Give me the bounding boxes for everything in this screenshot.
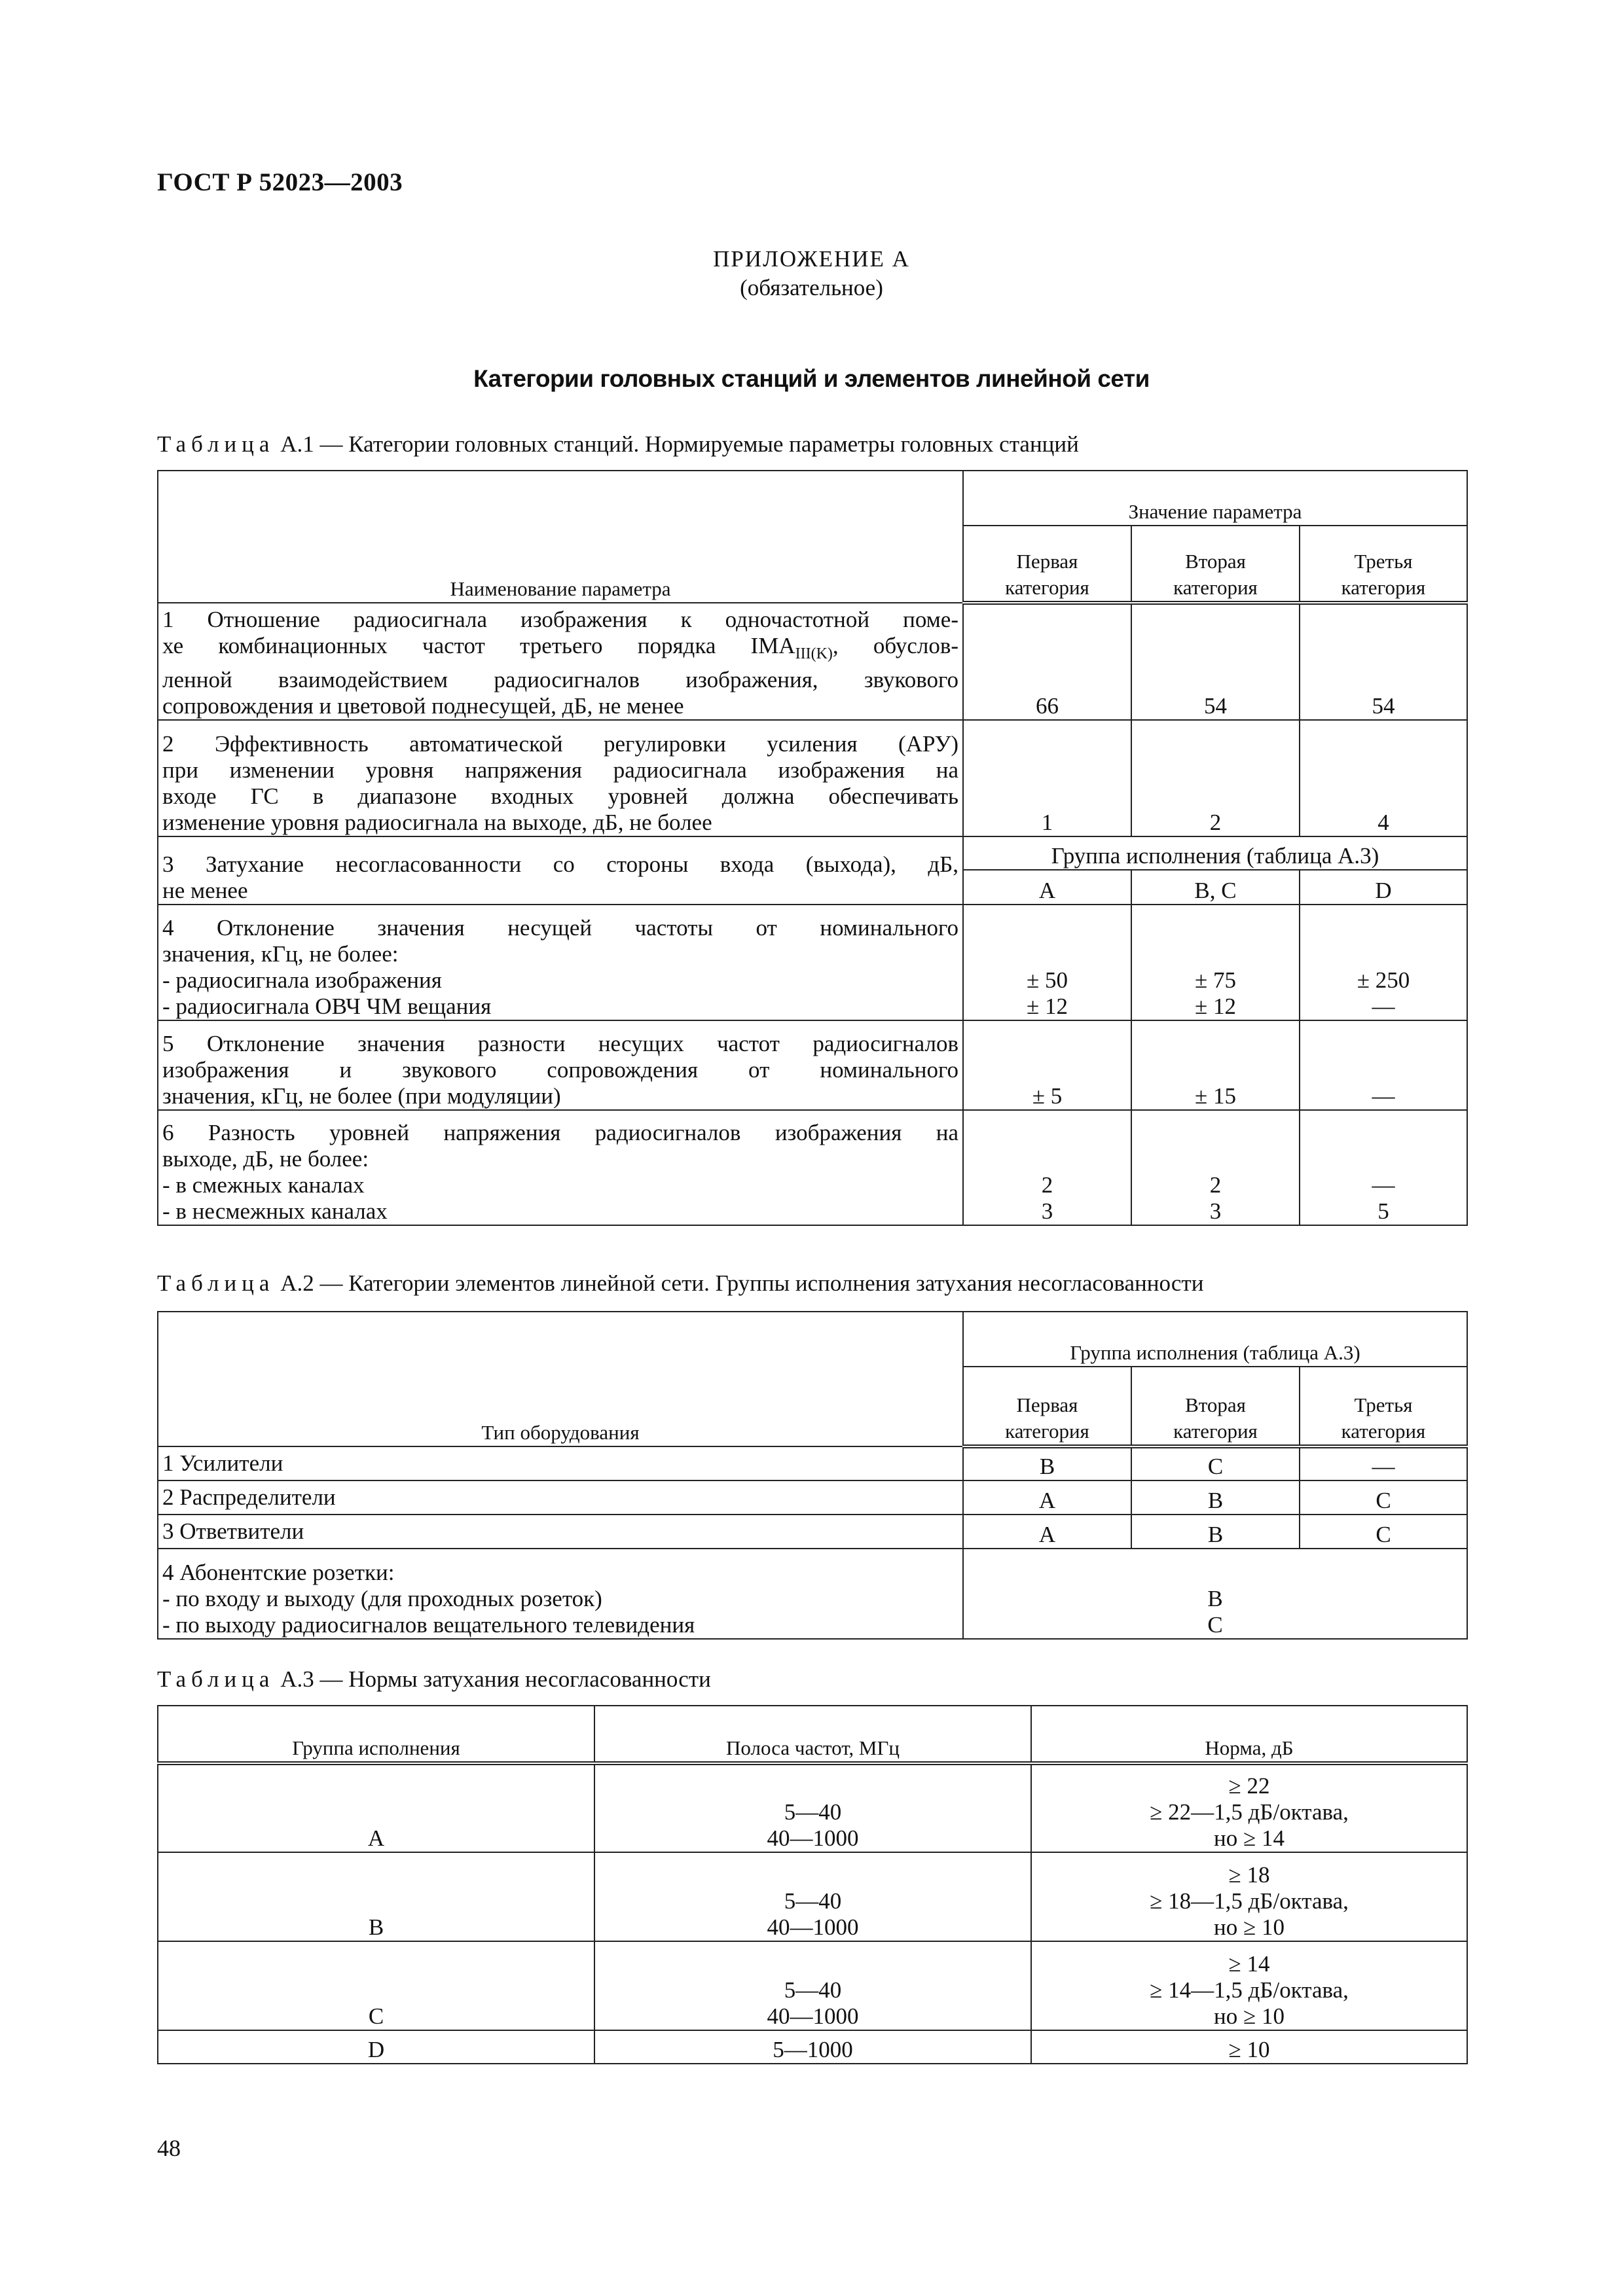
table2-row4-name: 4 Абонентские розетки: - по входу и выходу (для проходных розеток) - по выходу радиосигналов вещательного телевидения — [158, 1549, 963, 1639]
table-row — [158, 720, 1467, 836]
table3-caption-text: А.3 — Нормы затухания несогласованности — [280, 1666, 711, 1692]
table1-row4-cat2: ± 75 ± 12 — [1131, 905, 1300, 1020]
table2-row2-cat3: C — [1300, 1480, 1467, 1515]
table3-row1-band: 5—40 40—1000 — [594, 1763, 1031, 1852]
table1-row5-cat1: ± 5 — [963, 1020, 1131, 1110]
table2-header-cat3: Третья категория — [1300, 1367, 1467, 1446]
table2-row1-cat3: — — [1300, 1446, 1467, 1480]
table1-row1-cat3: 54 — [1300, 603, 1467, 720]
table1-row2-cat1: 1 — [963, 720, 1131, 836]
table1-header-cat2: Вторая категория — [1131, 526, 1300, 603]
table1-row3-cat1: A — [963, 870, 1131, 905]
table-row — [158, 1515, 1467, 1549]
table-row — [158, 836, 1467, 870]
table1-row1-cat2: 54 — [1131, 603, 1300, 720]
table3-row4-group: D — [158, 2030, 594, 2064]
table1-row5-name: 5 Отклонение значения разности несущих частот радиосигналов изображения и звукового сопровождения от номинального значения, кГц, не более (при модуляции) — [158, 1020, 963, 1110]
appendix-status: (обязательное) — [740, 275, 883, 300]
table2-row4-values: B C — [963, 1549, 1467, 1639]
table3-row2-band: 5—40 40—1000 — [594, 1852, 1031, 1941]
table1-caption-word: Таблица — [157, 431, 275, 457]
document-code: ГОСТ Р 52023—2003 — [157, 168, 403, 196]
table-row — [158, 1110, 1467, 1225]
table1-row3-cat2: B, C — [1131, 870, 1300, 905]
table-row — [158, 603, 1467, 720]
appendix-title: ПРИЛОЖЕНИЕ А — [713, 246, 910, 272]
table2-row2-cat2: B — [1131, 1480, 1300, 1515]
table2-row1-cat1: B — [963, 1446, 1131, 1480]
table-a2 — [157, 1311, 1468, 1640]
table3-header-group: Группа исполнения — [158, 1706, 594, 1763]
table3-row2-group: B — [158, 1852, 594, 1941]
table1-row2-name: 2 Эффективность автоматической регулировки усиления (АРУ) при изменении уровня напряжения радиосигнала изображения на входе ГС в диапазоне входных уровней должна обеспечивать изменение уровня радиосигнала на выходе, дБ, не более — [158, 720, 963, 836]
table1-caption-text: А.1 — Категории головных станций. Нормируемые параметры головных станций — [280, 431, 1079, 457]
table3-row4-norm: ≥ 10 — [1031, 2030, 1467, 2064]
table1-row2-cat3: 4 — [1300, 720, 1467, 836]
table1-row5-cat2: ± 15 — [1131, 1020, 1300, 1110]
table-row — [158, 1941, 1467, 2030]
table2-row1-cat2: C — [1131, 1446, 1300, 1480]
table-a3 — [157, 1705, 1468, 2064]
table-row — [158, 1480, 1467, 1515]
table2-row3-name: 3 Ответвители — [158, 1515, 963, 1549]
table1-row6-name: 6 Разность уровней напряжения радиосигналов изображения на выходе, дБ, не более: - в смежных каналах - в несмежных каналах — [158, 1110, 963, 1225]
table-a1 — [157, 470, 1468, 1226]
table3-row1-group: A — [158, 1763, 594, 1852]
table2-header-group: Группа исполнения (таблица А.3) — [963, 1312, 1467, 1367]
table1-header-cat1: Первая категория — [963, 526, 1131, 603]
table1-row4-cat1: ± 50 ± 12 — [963, 905, 1131, 1020]
table1-row6-cat2: 2 3 — [1131, 1110, 1300, 1225]
table-row — [158, 1020, 1467, 1110]
table2-header-cat1: Первая категория — [963, 1367, 1131, 1446]
table3-caption — [157, 1666, 711, 1693]
table2-row3-cat2: B — [1131, 1515, 1300, 1549]
table1-row5-cat3: — — [1300, 1020, 1467, 1110]
table1-row3-group: Группа исполнения (таблица А.3) — [963, 836, 1467, 870]
table1-row4-cat3: ± 250 — — [1300, 905, 1467, 1020]
table2-row1-name: 1 Усилители — [158, 1446, 963, 1480]
table3-header-norm: Норма, дБ — [1031, 1706, 1467, 1763]
table1-row6-cat3: — 5 — [1300, 1110, 1467, 1225]
table1-row3-name: 3 Затухание несогласованности со стороны входа (выхода), дБ, не менее — [158, 836, 963, 905]
table1-header-value: Значение параметра — [963, 471, 1467, 526]
table3-row3-band: 5—40 40—1000 — [594, 1941, 1031, 2030]
table2-caption — [157, 1270, 1203, 1297]
table1-row4-name: 4 Отклонение значения несущей частоты от номинального значения, кГц, не более: - радиосигнала изображения - радиосигнала ОВЧ ЧМ вещания — [158, 905, 963, 1020]
table1-row1-name: 1 Отношение радиосигнала изображения к одночастотной поме- хе комбинационных частот третьего порядка $IMA_{III(K)}$, обуслов- ленной взаимодействием радиосигналов изображения, звукового сопровождения и цветовой поднесущей, дБ, не менее — [158, 603, 963, 720]
table2-caption-text: А.2 — Категории элементов линейной сети. Группы исполнения затухания несогласованности — [280, 1270, 1204, 1296]
table2-row3-cat1: A — [963, 1515, 1131, 1549]
table3-row3-norm: ≥ 14 ≥ 14—1,5 дБ/октава, но ≥ 10 — [1031, 1941, 1467, 2030]
table3-row1-norm: ≥ 22 ≥ 22—1,5 дБ/октава, но ≥ 14 — [1031, 1763, 1467, 1852]
table3-row4-band: 5—1000 — [594, 2030, 1031, 2064]
table1-row1-cat1: 66 — [963, 603, 1131, 720]
table2-caption-word: Таблица — [157, 1270, 275, 1296]
table-row — [158, 1763, 1467, 1852]
table-row — [158, 1549, 1467, 1639]
table3-header-band: Полоса частот, МГц — [594, 1706, 1031, 1763]
table1-header-cat3: Третья категория — [1300, 526, 1467, 603]
table1-row3-cat3: D — [1300, 870, 1467, 905]
table-row — [158, 905, 1467, 1020]
table1-caption — [157, 431, 1079, 458]
section-title: Категории головных станций и элементов линейной сети — [473, 365, 1150, 392]
table3-row2-norm: ≥ 18 ≥ 18—1,5 дБ/октава, но ≥ 10 — [1031, 1852, 1467, 1941]
page-number: 48 — [157, 2135, 181, 2161]
table3-caption-word: Таблица — [157, 1666, 275, 1692]
table-row — [158, 2030, 1467, 2064]
table1-row6-cat1: 2 3 — [963, 1110, 1131, 1225]
table-row — [158, 1852, 1467, 1941]
table2-row3-cat3: C — [1300, 1515, 1467, 1549]
table1-row2-cat2: 2 — [1131, 720, 1300, 836]
table2-row2-cat1: A — [963, 1480, 1131, 1515]
table-row — [158, 1446, 1467, 1480]
table3-row3-group: C — [158, 1941, 594, 2030]
table2-header-cat2: Вторая категория — [1131, 1367, 1300, 1446]
table2-header-type: Тип оборудования — [158, 1312, 963, 1446]
table2-row2-name: 2 Распределители — [158, 1480, 963, 1515]
table1-header-parameter: Наименование параметра — [158, 471, 963, 603]
